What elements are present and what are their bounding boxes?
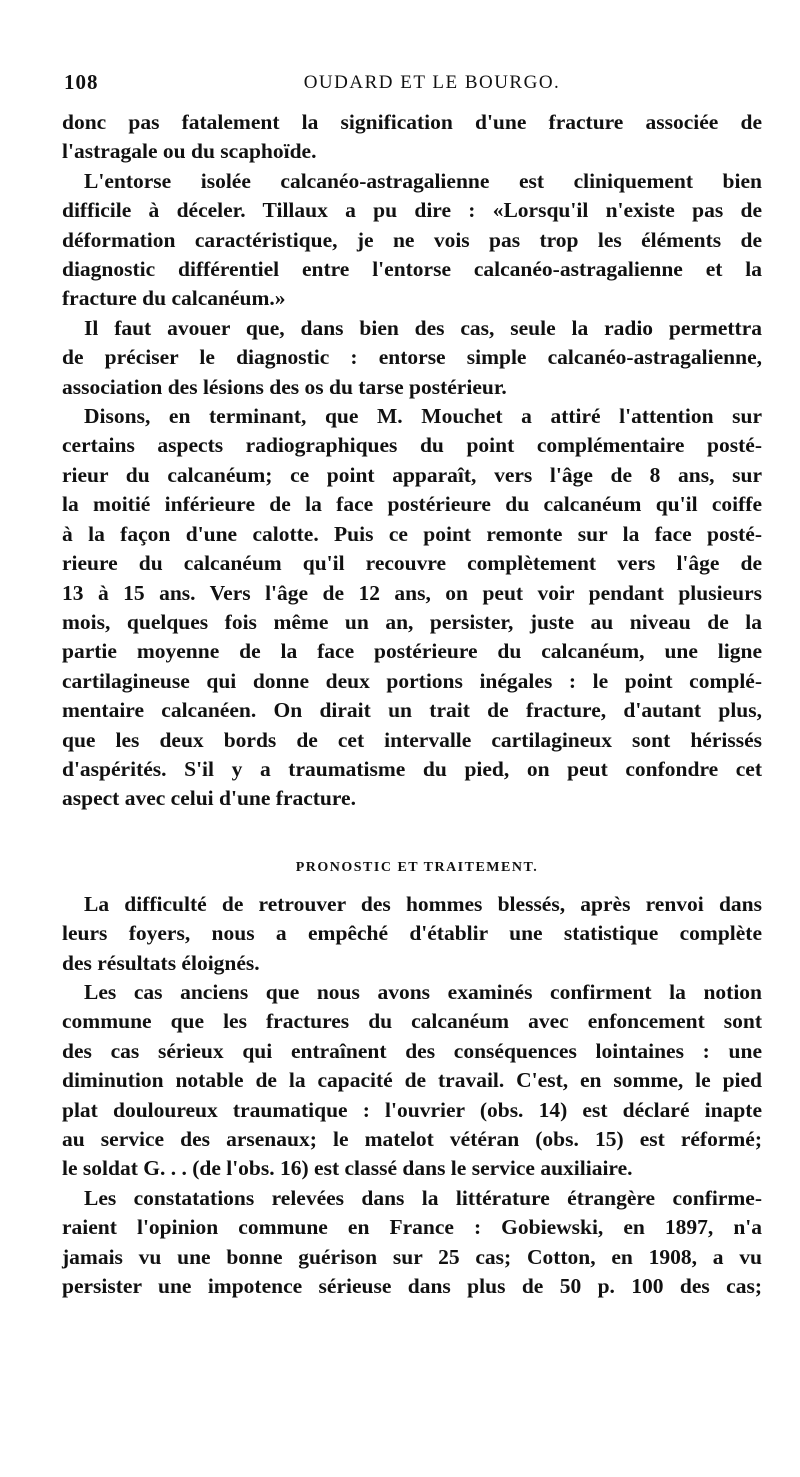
text-line: certains aspects radiographiques du point complémentaire posté-	[62, 433, 762, 458]
text-line: Disons, en terminant, que M. Mouchet a attiré l'attention sur	[84, 404, 762, 429]
text-line: leurs foyers, nous a empêché d'établir une statistique complète	[62, 921, 762, 946]
text-line: que les deux bords de cet intervalle cartilagineux sont hérissés	[62, 727, 762, 752]
text-line: L'entorse isolée calcanéo-astragalienne est cliniquement bien	[84, 168, 762, 193]
text-line: difficile à déceler. Tillaux a pu dire : «Lorsqu'il n'existe pas de	[62, 198, 762, 223]
text-line: fracture du calcanéum.»	[62, 286, 286, 311]
text-line: jamais vu une bonne guérison sur 25 cas; Cotton, en 1908, a vu	[62, 1244, 762, 1269]
text-line: cartilagineuse qui donne deux portions inégales : le point complé-	[62, 668, 762, 693]
text-line: Les constatations relevées dans la littérature étrangère confirme-	[84, 1185, 762, 1210]
text-line: La difficulté de retrouver des hommes blessés, après renvoi dans	[84, 891, 762, 916]
text-line: à la façon d'une calotte. Puis ce point remonte sur la face posté-	[62, 521, 762, 546]
text-line: raient l'opinion commune en France : Gobiewski, en 1897, n'a	[62, 1215, 762, 1240]
text-line: persister une impotence sérieuse dans plus de 50 p. 100 des cas;	[62, 1274, 762, 1299]
paragraph	[62, 314, 762, 402]
text-line: des cas sérieux qui entraînent des conséquences lointaines : une	[62, 1038, 762, 1063]
section-heading: PRONOSTIC ET TRAITEMENT.	[295, 859, 539, 875]
text-line: rieur du calcanéum; ce point apparaît, vers l'âge de 8 ans, sur	[62, 462, 762, 487]
text-line: plat douloureux traumatique : l'ouvrier (obs. 14) est déclaré inapte	[62, 1097, 762, 1122]
text-line: aspect avec celui d'une fracture.	[62, 786, 356, 811]
text-line: des résultats éloignés.	[62, 950, 260, 975]
text-line: diminution notable de la capacité de travail. C'est, en somme, le pied	[62, 1068, 762, 1093]
text-line: 13 à 15 ans. Vers l'âge de 12 ans, on peut voir pendant plusieurs	[62, 580, 762, 605]
paragraph	[62, 167, 762, 314]
text-line: mois, quelques fois même un an, persister, juste au niveau de la	[62, 609, 762, 634]
text-line: association des lésions des os du tarse postérieur.	[62, 374, 507, 399]
text-line: diagnostic différentiel entre l'entorse calcanéo-astragalienne et la	[62, 257, 762, 282]
text-line: de préciser le diagnostic : entorse simple calcanéo-astragalienne,	[62, 345, 762, 370]
text-line: le soldat G. . . (de l'obs. 16) est classé dans le service auxiliaire.	[62, 1156, 633, 1181]
paragraph	[62, 108, 762, 167]
text-line: donc pas fatalement la signification d'une fracture associée de	[62, 110, 762, 134]
paragraph	[62, 890, 762, 978]
paragraph	[62, 1184, 762, 1302]
page-number: 108	[64, 70, 99, 94]
text-line: déformation caractéristique, je ne vois pas trop les éléments de	[62, 227, 762, 252]
text-line: rieure du calcanéum qu'il recouvre complètement vers l'âge de	[62, 551, 762, 576]
text-line: partie moyenne de la face postérieure du calcanéum, une ligne	[62, 639, 762, 664]
text-line: au service des arsenaux; le matelot vétéran (obs. 15) est réformé;	[62, 1127, 762, 1151]
running-head	[62, 70, 762, 102]
running-title: OUDARD ET LE BOURGO.	[303, 72, 561, 93]
paragraph	[62, 978, 762, 1184]
text-line: d'aspérités. S'il y a traumatisme du pied, on peut confondre cet	[62, 756, 762, 781]
text-line: Les cas anciens que nous avons examinés confirment la notion	[84, 979, 762, 1004]
text-line: Il faut avouer que, dans bien des cas, seule la radio permettra	[84, 315, 762, 340]
text-line: commune que les fractures du calcanéum avec enfoncement sont	[62, 1009, 762, 1034]
text-line: l'astragale ou du scaphoïde.	[62, 139, 317, 164]
text-line: la moitié inférieure de la face postérieure du calcanéum qu'il coiffe	[62, 492, 762, 517]
paragraph	[62, 402, 762, 814]
text-line: mentaire calcanéen. On dirait un trait de fracture, d'autant plus,	[62, 698, 762, 723]
